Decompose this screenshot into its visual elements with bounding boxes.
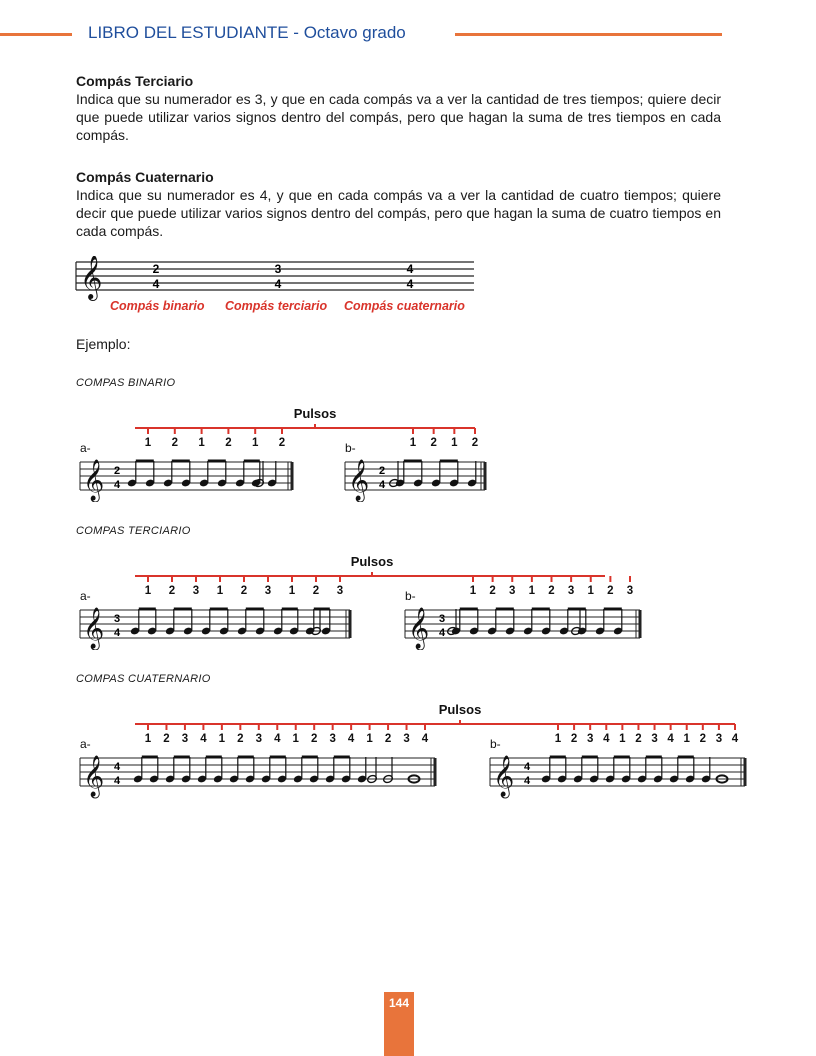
pulse-count: 1 <box>198 437 205 449</box>
pulse-count: 1 <box>144 733 152 745</box>
pulse-count: 1 <box>288 585 296 597</box>
treble-clef-icon: 𝄞 <box>83 607 105 648</box>
pulse-count: 1 <box>409 437 417 449</box>
pulse-count: 2 <box>240 585 248 597</box>
pulse-count: 1 <box>619 733 626 745</box>
pulse-count: 3 <box>567 585 575 597</box>
pulse-count: 2 <box>168 585 176 597</box>
pulse-count: 3 <box>255 733 263 745</box>
pulse-count: 3 <box>264 585 272 597</box>
pulse-count: 2 <box>607 585 614 597</box>
pulse-count: 1 <box>554 733 562 745</box>
treble-clef-icon: 𝄞 <box>80 257 103 299</box>
pulse-count: 2 <box>489 585 496 597</box>
pulse-count: 4 <box>603 733 610 745</box>
pulse-count: 1 <box>292 733 299 745</box>
header-rule-left <box>0 33 72 36</box>
pulse-count: 2 <box>384 733 392 745</box>
pulse-count: 3 <box>651 733 658 745</box>
page-number: 144 <box>388 996 410 1010</box>
pulse-count: 2 <box>471 437 479 449</box>
example-tag: b- <box>405 589 416 603</box>
example-tag: a- <box>80 441 91 455</box>
pulsos-label: Pulsos <box>438 702 482 717</box>
pulse-count: 1 <box>366 733 373 745</box>
time-sig-numerator: 4 <box>406 262 414 276</box>
time-sig-denominator: 4 <box>438 627 446 639</box>
treble-clef-icon: 𝄞 <box>493 755 515 796</box>
pulse-count: 3 <box>509 585 516 597</box>
pulse-count: 4 <box>421 733 429 745</box>
staff-caption: Compás terciario <box>225 299 328 313</box>
time-sig-denominator: 4 <box>113 627 121 639</box>
pulse-count: 3 <box>329 733 336 745</box>
time-sig-numerator: 4 <box>523 761 531 773</box>
pulse-count: 2 <box>312 585 320 597</box>
section-terciario <box>76 72 721 144</box>
example-title-terciario: COMPAS TERCIARIO <box>76 525 191 537</box>
time-signature-staff <box>74 256 480 318</box>
pulse-count: 2 <box>171 437 179 449</box>
time-sig-denominator: 4 <box>378 479 386 491</box>
time-sig-denominator: 4 <box>274 277 282 291</box>
pulse-count: 1 <box>469 585 477 597</box>
pulse-count: 1 <box>587 585 594 597</box>
example-tag: a- <box>80 737 91 751</box>
pulse-count: 2 <box>635 733 642 745</box>
pulse-count: 2 <box>237 733 244 745</box>
time-sig-denominator: 4 <box>523 775 531 787</box>
example-tag: a- <box>80 589 91 603</box>
pulse-count: 1 <box>216 585 224 597</box>
time-sig-denominator: 4 <box>113 775 121 787</box>
pulse-count: 1 <box>683 733 690 745</box>
pulse-count: 3 <box>586 733 594 745</box>
example-title-binario: COMPAS BINARIO <box>76 377 176 389</box>
time-sig-numerator: 2 <box>113 465 121 477</box>
pulse-count: 4 <box>667 733 674 745</box>
time-sig-numerator: 3 <box>113 613 121 625</box>
pulse-count: 2 <box>163 733 170 745</box>
pulse-count: 2 <box>699 733 707 745</box>
pulse-count: 3 <box>715 733 723 745</box>
pulse-count: 2 <box>548 585 555 597</box>
example-title-cuaternario: COMPAS CUATERNARIO <box>76 673 211 685</box>
section-text: Indica que su numerador es 3, y que en cada compás va a ver la cantidad de tres tiempos; quiere decir que puede utilizar varios signos dentro del compás, pero que hagan la suma de tres tiempos en cada compás. <box>76 91 721 143</box>
time-sig-numerator: 3 <box>438 613 446 625</box>
header-title: LIBRO DEL ESTUDIANTE - Octavo grado <box>88 23 406 42</box>
section-text: Indica que su numerador es 4, y que en cada compás va a ver la cantidad de cuatro tiempos; quiere decir que puede utilizar varios signos dentro del compás, pero que hagan la suma de cuatro tiempos en cada compás. <box>76 187 721 239</box>
pulse-count: 1 <box>144 585 152 597</box>
pulse-count: 3 <box>626 585 634 597</box>
treble-clef-icon: 𝄞 <box>83 755 105 796</box>
pulse-count: 1 <box>451 437 458 449</box>
pulse-count: 2 <box>430 437 437 449</box>
section-heading: Compás Cuaternario <box>76 169 214 185</box>
section-heading: Compás Terciario <box>76 73 194 89</box>
pulse-count: 3 <box>336 585 344 597</box>
pulsos-label: Pulsos <box>350 554 394 569</box>
rhythm-figure-binario <box>70 398 500 502</box>
treble-clef-icon: 𝄞 <box>408 607 430 648</box>
pulse-count: 2 <box>278 437 286 449</box>
pulse-count: 1 <box>144 437 152 449</box>
pulsos-label: Pulsos <box>293 406 337 421</box>
treble-clef-icon: 𝄞 <box>348 459 370 500</box>
rhythm-figure-cuaternario <box>70 694 750 802</box>
staff-caption: Compás binario <box>110 299 205 313</box>
example-tag: b- <box>345 441 356 455</box>
pulse-count: 4 <box>731 733 739 745</box>
pulse-count: 1 <box>528 585 536 597</box>
pulse-count: 4 <box>200 733 207 745</box>
pulse-count: 2 <box>570 733 578 745</box>
pulse-count: 3 <box>192 585 200 597</box>
pulse-count: 2 <box>225 437 232 449</box>
time-sig-denominator: 4 <box>406 277 414 291</box>
pulse-count: 1 <box>251 437 259 449</box>
time-sig-denominator: 4 <box>152 277 160 291</box>
time-sig-numerator: 4 <box>113 761 121 773</box>
page-number-tab <box>384 992 414 1056</box>
time-sig-numerator: 2 <box>152 262 160 276</box>
pulse-count: 4 <box>274 733 281 745</box>
header-rule-right <box>455 33 722 36</box>
pulse-count: 4 <box>347 733 355 745</box>
pulse-count: 2 <box>310 733 318 745</box>
treble-clef-icon: 𝄞 <box>83 459 105 500</box>
section-cuaternario <box>76 168 721 240</box>
staff-caption: Compás cuaternario <box>344 299 465 313</box>
pulse-count: 1 <box>218 733 226 745</box>
time-sig-denominator: 4 <box>113 479 121 491</box>
pulse-count: 3 <box>403 733 410 745</box>
time-sig-numerator: 3 <box>274 262 282 276</box>
example-tag: b- <box>490 737 501 751</box>
time-sig-numerator: 2 <box>378 465 386 477</box>
example-label: Ejemplo: <box>76 336 131 352</box>
pulse-count: 3 <box>181 733 189 745</box>
rhythm-figure-terciario <box>70 546 650 650</box>
